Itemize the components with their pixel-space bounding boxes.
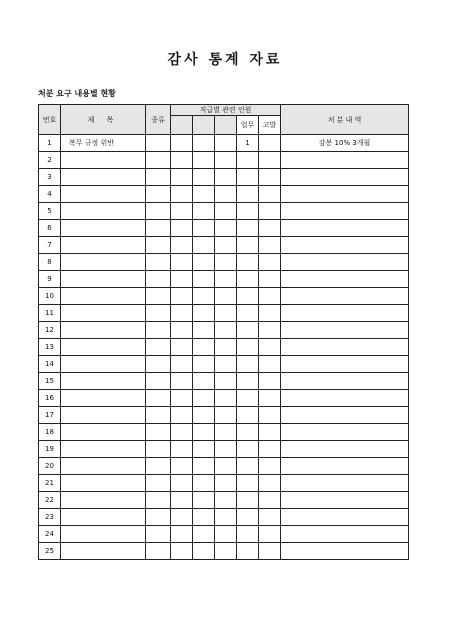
cell-rank-2 <box>193 475 215 492</box>
cell-rank-3 <box>215 356 237 373</box>
cell-rank-2 <box>193 203 215 220</box>
cell-report <box>259 135 281 152</box>
cell-no: 18 <box>39 424 61 441</box>
cell-no: 8 <box>39 254 61 271</box>
cell-type <box>146 526 171 543</box>
cell-work <box>237 458 259 475</box>
cell-rank-3 <box>215 254 237 271</box>
cell-rank-1 <box>171 203 193 220</box>
cell-subject <box>61 492 146 509</box>
cell-rank-2 <box>193 458 215 475</box>
cell-work <box>237 271 259 288</box>
cell-rank-2 <box>193 407 215 424</box>
table-row <box>39 424 409 441</box>
table-row <box>39 152 409 169</box>
cell-type <box>146 424 171 441</box>
cell-rank-2 <box>193 339 215 356</box>
cell-no: 23 <box>39 509 61 526</box>
table-row <box>39 186 409 203</box>
cell-type <box>146 322 171 339</box>
cell-rank-2 <box>193 390 215 407</box>
header-blank-cell <box>171 116 193 135</box>
cell-rank-3 <box>215 203 237 220</box>
cell-rank-1 <box>171 390 193 407</box>
cell-subject <box>61 390 146 407</box>
cell-work <box>237 322 259 339</box>
cell-no: 11 <box>39 305 61 322</box>
cell-rank-1 <box>171 186 193 203</box>
cell-type <box>146 271 171 288</box>
cell-detail <box>281 152 409 169</box>
cell-subject: 복무 규정 위반 <box>61 135 146 152</box>
cell-work <box>237 509 259 526</box>
cell-no: 20 <box>39 458 61 475</box>
cell-no: 10 <box>39 288 61 305</box>
cell-rank-1 <box>171 475 193 492</box>
cell-no: 24 <box>39 526 61 543</box>
table-row <box>39 407 409 424</box>
cell-rank-3 <box>215 543 237 560</box>
cell-subject <box>61 254 146 271</box>
cell-work <box>237 424 259 441</box>
cell-detail <box>281 407 409 424</box>
cell-rank-1 <box>171 509 193 526</box>
cell-rank-3 <box>215 169 237 186</box>
cell-type <box>146 186 171 203</box>
cell-rank-3 <box>215 237 237 254</box>
cell-type <box>146 509 171 526</box>
cell-rank-2 <box>193 373 215 390</box>
cell-rank-2 <box>193 186 215 203</box>
cell-subject <box>61 356 146 373</box>
cell-rank-3 <box>215 373 237 390</box>
cell-type <box>146 356 171 373</box>
cell-no: 3 <box>39 169 61 186</box>
cell-rank-3 <box>215 220 237 237</box>
cell-no: 6 <box>39 220 61 237</box>
cell-work <box>237 339 259 356</box>
cell-rank-2 <box>193 271 215 288</box>
cell-report <box>259 356 281 373</box>
cell-type <box>146 339 171 356</box>
table-row <box>39 526 409 543</box>
cell-subject <box>61 305 146 322</box>
cell-detail <box>281 169 409 186</box>
cell-report <box>259 509 281 526</box>
table-row <box>39 203 409 220</box>
cell-type <box>146 254 171 271</box>
cell-rank-3 <box>215 305 237 322</box>
cell-subject <box>61 220 146 237</box>
cell-rank-1 <box>171 543 193 560</box>
cell-rank-2 <box>193 220 215 237</box>
cell-type <box>146 458 171 475</box>
table-row <box>39 339 409 356</box>
cell-rank-1 <box>171 492 193 509</box>
cell-rank-3 <box>215 509 237 526</box>
cell-no: 4 <box>39 186 61 203</box>
table-row <box>39 288 409 305</box>
table-row <box>39 254 409 271</box>
page-title: 감사 통계 자료 <box>167 52 283 68</box>
cell-report <box>259 492 281 509</box>
cell-subject <box>61 186 146 203</box>
cell-detail <box>281 186 409 203</box>
cell-work <box>237 441 259 458</box>
cell-rank-3 <box>215 492 237 509</box>
cell-subject <box>61 509 146 526</box>
cell-rank-1 <box>171 220 193 237</box>
cell-no: 14 <box>39 356 61 373</box>
cell-report <box>259 526 281 543</box>
cell-work <box>237 492 259 509</box>
cell-rank-3 <box>215 288 237 305</box>
cell-rank-1 <box>171 424 193 441</box>
cell-work <box>237 152 259 169</box>
cell-detail <box>281 271 409 288</box>
table-row <box>39 492 409 509</box>
cell-no: 12 <box>39 322 61 339</box>
cell-no: 7 <box>39 237 61 254</box>
cell-subject <box>61 458 146 475</box>
table-row <box>39 458 409 475</box>
section-subtitle: 처분 요구 내용별 현황 <box>38 89 116 98</box>
cell-rank-3 <box>215 458 237 475</box>
header-work: 업무 <box>237 116 259 135</box>
table-row <box>39 441 409 458</box>
header-no: 번호 <box>39 105 61 135</box>
cell-detail <box>281 424 409 441</box>
cell-subject <box>61 169 146 186</box>
cell-detail <box>281 492 409 509</box>
header-report: 고발 <box>259 116 281 135</box>
cell-report <box>259 322 281 339</box>
header-group: 직급별 관련 인원 <box>171 105 281 116</box>
cell-rank-3 <box>215 390 237 407</box>
table-row <box>39 305 409 322</box>
cell-rank-2 <box>193 237 215 254</box>
cell-rank-1 <box>171 339 193 356</box>
cell-rank-1 <box>171 305 193 322</box>
cell-no: 22 <box>39 492 61 509</box>
cell-rank-2 <box>193 254 215 271</box>
table-row <box>39 543 409 560</box>
cell-rank-1 <box>171 356 193 373</box>
cell-type <box>146 169 171 186</box>
table-row <box>39 169 409 186</box>
cell-no: 15 <box>39 373 61 390</box>
cell-no: 21 <box>39 475 61 492</box>
cell-rank-2 <box>193 526 215 543</box>
cell-rank-2 <box>193 152 215 169</box>
cell-rank-2 <box>193 441 215 458</box>
cell-rank-1 <box>171 458 193 475</box>
cell-rank-3 <box>215 339 237 356</box>
cell-detail <box>281 543 409 560</box>
cell-work <box>237 203 259 220</box>
cell-report <box>259 441 281 458</box>
cell-rank-2 <box>193 322 215 339</box>
cell-rank-3 <box>215 526 237 543</box>
cell-rank-2 <box>193 288 215 305</box>
table-row <box>39 373 409 390</box>
cell-detail <box>281 203 409 220</box>
cell-rank-3 <box>215 424 237 441</box>
cell-rank-2 <box>193 135 215 152</box>
cell-report <box>259 424 281 441</box>
cell-rank-2 <box>193 169 215 186</box>
cell-detail <box>281 322 409 339</box>
cell-type <box>146 407 171 424</box>
cell-work <box>237 220 259 237</box>
cell-work <box>237 305 259 322</box>
header-subject: 제 목 <box>61 105 146 135</box>
cell-report <box>259 543 281 560</box>
cell-detail <box>281 356 409 373</box>
cell-work: 1 <box>237 135 259 152</box>
header-detail: 처 분 내 역 <box>281 105 409 135</box>
cell-work <box>237 169 259 186</box>
cell-work <box>237 356 259 373</box>
cell-detail <box>281 526 409 543</box>
cell-subject <box>61 152 146 169</box>
cell-report <box>259 152 281 169</box>
cell-detail <box>281 288 409 305</box>
cell-no: 19 <box>39 441 61 458</box>
cell-report <box>259 237 281 254</box>
cell-detail <box>281 237 409 254</box>
cell-detail <box>281 441 409 458</box>
cell-rank-3 <box>215 186 237 203</box>
cell-no: 13 <box>39 339 61 356</box>
table-row <box>39 271 409 288</box>
cell-subject <box>61 424 146 441</box>
cell-detail: 감봉 10% 3개월 <box>281 135 409 152</box>
cell-work <box>237 475 259 492</box>
table-row <box>39 390 409 407</box>
cell-rank-1 <box>171 322 193 339</box>
cell-subject <box>61 543 146 560</box>
cell-subject <box>61 203 146 220</box>
cell-report <box>259 407 281 424</box>
cell-report <box>259 373 281 390</box>
cell-work <box>237 526 259 543</box>
cell-report <box>259 390 281 407</box>
table-row <box>39 135 409 152</box>
cell-report <box>259 458 281 475</box>
cell-no: 9 <box>39 271 61 288</box>
disposition-table <box>38 104 409 560</box>
table-row <box>39 356 409 373</box>
table-row <box>39 220 409 237</box>
cell-detail <box>281 509 409 526</box>
cell-work <box>237 288 259 305</box>
header-type: 종류 <box>146 105 171 135</box>
cell-rank-1 <box>171 271 193 288</box>
cell-report <box>259 288 281 305</box>
table-row <box>39 475 409 492</box>
cell-subject <box>61 526 146 543</box>
cell-report <box>259 305 281 322</box>
cell-rank-1 <box>171 169 193 186</box>
cell-rank-3 <box>215 271 237 288</box>
cell-type <box>146 288 171 305</box>
cell-detail <box>281 305 409 322</box>
cell-type <box>146 441 171 458</box>
cell-work <box>237 390 259 407</box>
cell-rank-2 <box>193 543 215 560</box>
cell-type <box>146 543 171 560</box>
cell-rank-2 <box>193 492 215 509</box>
cell-subject <box>61 237 146 254</box>
cell-detail <box>281 220 409 237</box>
cell-type <box>146 220 171 237</box>
cell-detail <box>281 373 409 390</box>
cell-type <box>146 492 171 509</box>
cell-detail <box>281 475 409 492</box>
cell-rank-2 <box>193 305 215 322</box>
table-row <box>39 322 409 339</box>
cell-detail <box>281 458 409 475</box>
cell-rank-1 <box>171 373 193 390</box>
cell-detail <box>281 339 409 356</box>
cell-report <box>259 339 281 356</box>
cell-no: 1 <box>39 135 61 152</box>
cell-work <box>237 237 259 254</box>
cell-rank-3 <box>215 322 237 339</box>
cell-subject <box>61 322 146 339</box>
cell-rank-3 <box>215 441 237 458</box>
cell-type <box>146 237 171 254</box>
cell-rank-1 <box>171 526 193 543</box>
cell-no: 5 <box>39 203 61 220</box>
cell-rank-1 <box>171 441 193 458</box>
cell-rank-2 <box>193 424 215 441</box>
cell-subject <box>61 271 146 288</box>
cell-subject <box>61 441 146 458</box>
cell-rank-1 <box>171 135 193 152</box>
cell-type <box>146 152 171 169</box>
cell-rank-3 <box>215 152 237 169</box>
cell-subject <box>61 407 146 424</box>
cell-rank-1 <box>171 254 193 271</box>
header-row-top <box>39 105 409 116</box>
cell-rank-1 <box>171 288 193 305</box>
cell-report <box>259 203 281 220</box>
cell-detail <box>281 390 409 407</box>
cell-work <box>237 254 259 271</box>
cell-report <box>259 220 281 237</box>
table-row <box>39 509 409 526</box>
cell-subject <box>61 339 146 356</box>
cell-subject <box>61 288 146 305</box>
cell-rank-2 <box>193 509 215 526</box>
header-blank-cell <box>215 116 237 135</box>
cell-type <box>146 390 171 407</box>
cell-work <box>237 373 259 390</box>
cell-work <box>237 407 259 424</box>
cell-report <box>259 169 281 186</box>
cell-report <box>259 254 281 271</box>
cell-no: 16 <box>39 390 61 407</box>
cell-no: 25 <box>39 543 61 560</box>
cell-rank-1 <box>171 152 193 169</box>
cell-report <box>259 271 281 288</box>
cell-report <box>259 475 281 492</box>
cell-report <box>259 186 281 203</box>
table-row <box>39 237 409 254</box>
cell-type <box>146 373 171 390</box>
cell-subject <box>61 373 146 390</box>
cell-work <box>237 186 259 203</box>
cell-rank-3 <box>215 135 237 152</box>
cell-rank-3 <box>215 407 237 424</box>
cell-rank-3 <box>215 475 237 492</box>
cell-type <box>146 135 171 152</box>
cell-type <box>146 203 171 220</box>
cell-rank-1 <box>171 407 193 424</box>
cell-no: 2 <box>39 152 61 169</box>
cell-subject <box>61 475 146 492</box>
cell-work <box>237 543 259 560</box>
cell-no: 17 <box>39 407 61 424</box>
cell-rank-2 <box>193 356 215 373</box>
cell-type <box>146 475 171 492</box>
header-blank-cell <box>193 116 215 135</box>
table-body <box>39 105 409 560</box>
cell-rank-1 <box>171 237 193 254</box>
cell-detail <box>281 254 409 271</box>
cell-type <box>146 305 171 322</box>
